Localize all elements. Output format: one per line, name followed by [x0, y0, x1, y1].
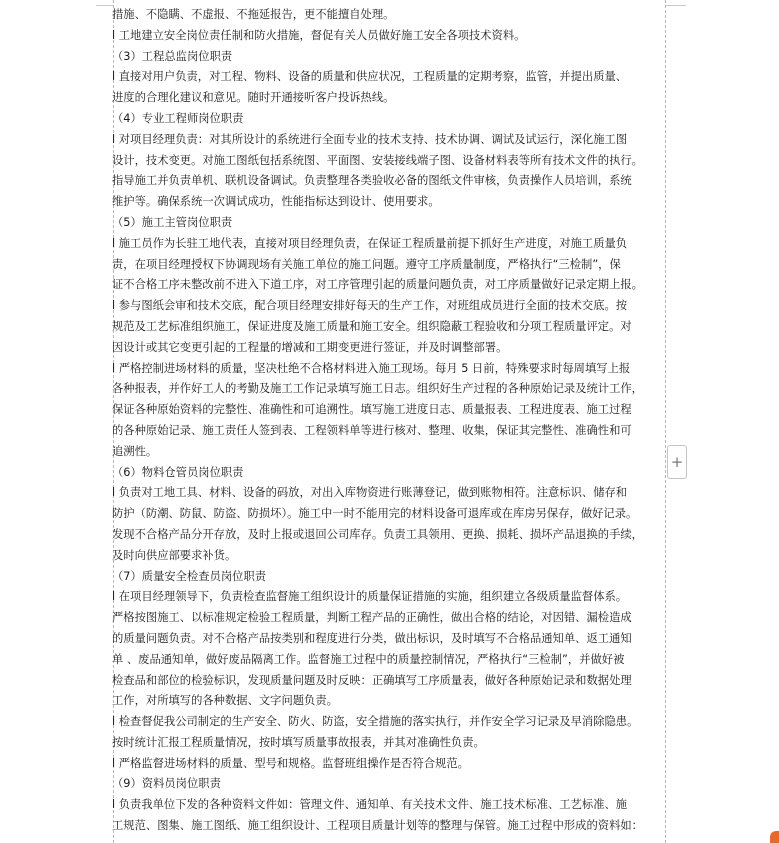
text-line: 规范及工艺标准组织施工，保证进度及施工质量和施工安全。组织隐蔽工程验收和分项工程质量评定。对: [112, 319, 632, 333]
text-line: l 在项目经理领导下，负责检查监督施工组织设计的质量保证措施的实施，组织建立各级质量监督体系。: [112, 590, 628, 604]
text-line: 责，在项目经理授权下协调现场有关施工单位的施工问题。遵守工序质量制度，严格执行“三检制”，保: [112, 257, 621, 271]
text-line: l 直接对用户负责，对工程、物料、设备的质量和供应状况，工程质量的定期考察，监管，并提出质量、: [112, 70, 628, 84]
text-line: （7）质量安全检查员岗位职责: [112, 569, 267, 583]
text-line: （6）物料仓管员岗位职责: [112, 465, 244, 479]
text-line: （9）资料员岗位职责: [112, 777, 221, 791]
add-button[interactable]: [667, 445, 687, 479]
text-line: 指导施工并负责单机、联机设备调试。负责整理各类验收必备的图纸文件审核，负责操作人员培训，系统: [112, 174, 632, 188]
text-line: （4）专业工程师岗位职责: [112, 111, 244, 125]
text-line: 因设计或其它变更引起的工程量的增减和工期变更进行签证，并及时调整部署。: [112, 340, 508, 354]
text-line: l 施工员作为长驻工地代表，直接对项目经理负责，在保证工程质量前提下抓好生产进度，对施工质量负: [112, 236, 628, 250]
text-line: 设计，技术变更。对施工图纸包括系统图、平面图、安装接线端子图、设备材料表等所有技术文件的执行。: [112, 153, 643, 167]
text-line: 措施、不隐瞒、不虚报、不拖延报告，更不能擅自处理。: [112, 8, 395, 21]
text-line: l 严格控制进场材料的质量，坚决杜绝不合格材料进入施工现场。每月 5 日前，特殊要求时每周填写上报: [112, 361, 631, 375]
text-line: 单 、废品通知单，做好废品隔离工作。监督施工过程中的质量控制情况，严格执行“三检制”，并做好被: [112, 652, 625, 666]
text-line: l 检查督促我公司制定的生产安全、防火、防盗，安全措施的落实执行，并作安全学习记录及早消除隐患。: [112, 715, 639, 729]
text-line: 防护（防潮、防鼠、防盗、防损坏）。施工中一时不能用完的材料设备可退库或在库房另保存，做好记录。: [112, 507, 638, 521]
text-line: 及时向供应部要求补货。: [112, 548, 237, 562]
text-line: 的各种原始记录、施工责任人签到表、工程领料单等进行核对、整理、收集，保证其完整性、准确性和可: [112, 423, 632, 437]
text-line: 发现不合格产品分开存放，及时上报或退回公司库存。负责工具领用、更换、损耗、损坏产品退换的手续，: [112, 527, 643, 541]
text-line: 工规范、图集、施工图纸、施工组织设计、工程项目质量计划等的整理与保管。施工过程中形成的资料如：: [112, 819, 643, 833]
text-line: 的质量问题负责。对不合格产品按类别和程度进行分类，做出标识，及时填写不合格品通知单、返工通知: [112, 631, 632, 645]
text-line: 严格按图施工、以标准规定检验工程质量，判断工程产品的正确性，做出合格的结论，对因错、漏检造成: [112, 611, 632, 625]
text-line: （5）施工主管岗位职责: [112, 215, 233, 229]
text-line: 追溯性。: [112, 444, 158, 458]
plus-icon: +: [670, 453, 684, 471]
margin-corner-mark-left: [96, 5, 113, 6]
text-line: l 负责我单位下发的各种资料文件如：管理文件、通知单、有关技术文件、施工技术标准、工艺标准、施: [112, 798, 628, 812]
margin-corner-mark-right: [666, 5, 686, 6]
text-line: l 参与图纸会审和技术交底，配合项目经理安排好每天的生产工作，对班组成员进行全面的技术交底。按: [112, 299, 628, 313]
floating-assistant-tab[interactable]: [770, 831, 779, 843]
text-line: 进度的合理化建议和意见。随时开通接听客户投诉热线。: [112, 91, 395, 105]
text-line: 保证各种原始资料的完整性、准确性和可追溯性。填写施工进度日志、质量报表、工程进度表、施工过程: [112, 403, 632, 417]
document-page[interactable]: [112, 5, 666, 843]
text-line: 证不合格工序未整改前不进入下道工序，对工序管理引起的质量问题负责，对工序质量做好记录定期上报。: [112, 278, 643, 292]
text-line: （3）工程总监岗位职责: [112, 49, 233, 63]
text-line: 检查品和部位的检验标识，发现质量问题及时反映：正确填写工序质量表，做好各种原始记录和数据处理: [112, 673, 632, 687]
text-line: l 严格监督进场材料的质量、型号和规格。监督班组操作是否符合规范。: [112, 756, 469, 770]
text-line: 各种报表，并作好工人的考勤及施工工作记录填写施工日志。组织好生产过程的各种原始记录及统计工作，: [112, 382, 643, 396]
text-line: l 负责对工地工具、材料、设备的码放，对出入库物资进行账薄登记，做到账物相符。注意标识、储存和: [112, 486, 628, 500]
text-line: 工作，对所填写的各种数据、文字问题负责。: [112, 694, 338, 708]
text-line: l 对项目经理负责：对其所设计的系统进行全面专业的技术支持、技术协调、调试及试运行，深化施工图: [112, 132, 628, 146]
text-line: 维护等。确保系统一次调试成功，性能指标达到设计、使用要求。: [112, 195, 440, 209]
text-line: l 工地建立安全岗位责任制和防火措施，督促有关人员做好施工安全各项技术资料。: [112, 28, 526, 42]
text-line: 按时统计汇报工程质量情况，按时填写质量事故报表，并其对准确性负责。: [112, 735, 485, 749]
